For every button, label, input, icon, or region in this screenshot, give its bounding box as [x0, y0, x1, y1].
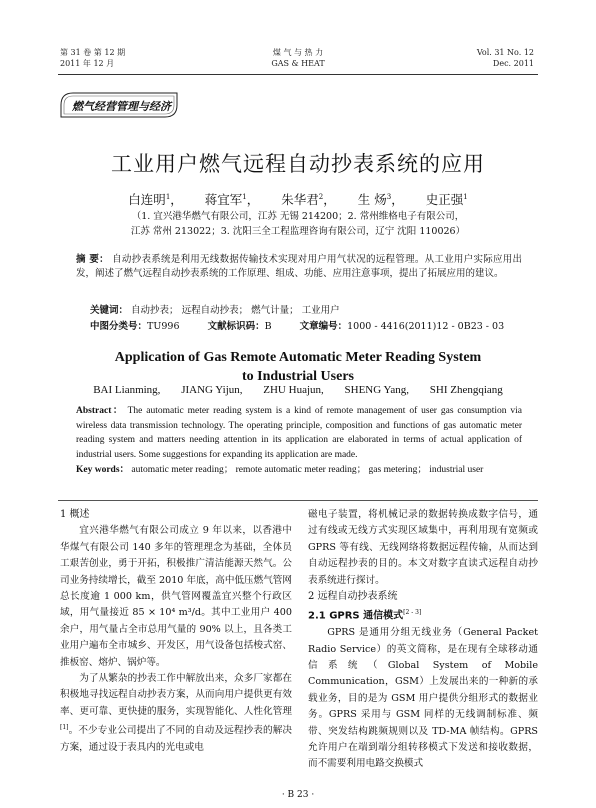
author-affil-mark: 1	[165, 192, 171, 201]
paragraph: 宜兴港华燃气有限公司成立 9 年以来，以香港中华煤气有限公司 140 多年的管理理念为基础，全体员工艰苦创业，勇于开拓，积极推广清洁能源天然气。公司业务持续增长，截至 2010 年底，高中低压燃气管网总长度逾 1 000 km，供气管网覆盖宜兴整个行政区域，用气量接近 85 × 10⁴ m³/d。其中工业用户 400 余户，用气量占全市总用气量的 90% 以上，且各类工业用户遍布全市城乡、开发区，用气设备包括梭式窑、推板窑、熔炉、锅炉等。	[60, 525, 292, 668]
keywords-en	[76, 463, 522, 478]
date-cn: 2011 年 12 月	[60, 59, 115, 68]
affiliation-line-1: （1. 宜兴港华燃气有限公司，江苏 无锡 214200；2. 常州维格电子有限公司，	[131, 211, 465, 222]
paper-title-en	[0, 348, 596, 386]
author-name: 蒋宜军	[204, 192, 243, 207]
affiliation-line-2: 江苏 常州 213022；3. 沈阳三全工程监理咨询有限公司，辽宁 沈阳 110026）	[130, 226, 466, 237]
body-column-right	[308, 507, 538, 773]
paragraph-text: 。不少专业公司提出了不同的自动及远程抄表的解决方案，通过设于表具内的光电或电	[60, 725, 292, 753]
author-cn	[426, 192, 468, 207]
header-rule	[58, 74, 538, 75]
author-en: BAI Lianming,	[93, 384, 161, 396]
author-name: 史正强	[425, 192, 464, 207]
citation: [1]	[60, 724, 69, 732]
body-column-left	[60, 507, 292, 756]
paper-title-cn: 工业用户燃气远程自动抄表系统的应用	[111, 152, 485, 176]
keywords-cn-text: 自动抄表； 远程自动抄表； 燃气计量； 工业用户	[131, 305, 340, 316]
volume-issue-cn: 第 31 卷 第 12 期	[60, 48, 126, 57]
title-en-line-1: Application of Gas Remote Automatic Meter Reading System	[114, 350, 482, 365]
abstract-en	[76, 404, 522, 462]
paragraph-text: 为了从繁杂的抄表工作中解放出来，众多厂家都在积极地寻找远程自动抄表方案，从而向用户提供更有效率、更可靠、更快捷的服务，实现智能化、人性化管理	[60, 673, 292, 717]
section-1-heading: 1 概述	[60, 509, 90, 520]
author-en: SHENG Yang,	[344, 384, 410, 396]
abstract-cn-text: 自动抄表系统是利用无线数据传输技术实现对用户用气状况的远程管理。从工业用户实际应用出发，阐述了燃气远程自动抄表系统的工作原理、组成、功能、应用注意事项，提出了拓展应用的建议。	[76, 254, 522, 279]
doc-code-label: 文献标识码：	[207, 321, 265, 332]
column-banner	[60, 92, 178, 118]
journal-name-cn: 煤 气 与 热 力	[272, 48, 324, 57]
author-name: 白连明	[128, 192, 166, 207]
doc-code-value: B	[264, 321, 272, 332]
author-cn: 白连明$^1$，	[128, 192, 183, 207]
abstract-en-text: The automatic meter reading system is a kind of remote management of user gas consumption via wireless data transmission technology. The operating principle, composition and functions of gas automatic meter reading system and matters needing attention in its application are elaborated in terms of actual application of industrial users. Some suggestions for expanding its application are made.	[76, 406, 522, 460]
body-rule	[58, 500, 538, 501]
authors-en	[0, 384, 596, 396]
keywords-cn	[90, 302, 340, 316]
author-affil-mark: 2	[318, 192, 324, 201]
keywords-en-text: automatic meter reading； remote automatic meter reading； gas metering； industrial user	[131, 465, 484, 475]
authors-cn	[0, 190, 596, 208]
author-cn: 蒋宜军$^1$，	[204, 192, 260, 207]
paragraph	[60, 671, 292, 756]
section-2-1-title: 2.1 GPRS 通信模式	[308, 610, 404, 622]
abstract-cn-label: 摘 要：	[76, 254, 109, 265]
clc-label: 中图分类号：	[90, 321, 148, 332]
journal-issue-en	[477, 47, 534, 69]
abstract-cn	[76, 253, 522, 281]
author-en: ZHU Huajun,	[263, 384, 324, 396]
author-cn: 朱华君$^2$，	[281, 192, 336, 207]
page-number: · B 23 ·	[281, 790, 315, 800]
article-number-label: 文章编号：	[299, 321, 348, 332]
author-en: JIANG Yijun,	[181, 384, 243, 396]
paragraph: 磁电子装置，将机械记录的数据转换成数字信号，通过有线或无线方式实现区域集中，再利用现有宽频或 GPRS 等有线、无线网络将数据远程传输，从而达到自动远程抄表的目的。本文对数字直读式远程自动抄表系统进行探讨。	[308, 509, 538, 586]
section-2-heading: 2 远程自动抄表系统	[308, 591, 398, 603]
classification-line	[90, 318, 504, 332]
author-name: 朱华君	[281, 192, 319, 207]
keywords-en-label: Key words：	[76, 465, 130, 475]
journal-name-en: GAS & HEAT	[271, 59, 325, 68]
author-affil-mark: 1	[463, 192, 468, 201]
title-en-line-2: to Industrial Users	[241, 369, 354, 384]
column-banner-text: 燃气经营管理与经济	[72, 100, 171, 113]
paragraph: GPRS 是通用分组无线业务（General Packet Radio Service）的英文简称，是在现有全球移动通信系统（Global System of Mobile Communication，GSM）上发展出来的一种新的承载业务，目的是为 GSM 用户提供分组形式的数据业务。GPRS 采用与 GSM 同样的无线调制标准、频带、突发结构跳频规则以及 TD-MA 帧结构。GPRS 允许用户在端到端分组转移模式下发送和接收数据，而不需要利用电路交换模式	[308, 627, 538, 770]
abstract-en-label: Abstract：	[76, 406, 124, 416]
author-cn: 生 炀$^3$，	[357, 192, 404, 207]
article-number-value: 1000 - 4416(2011)12 - 0B23 - 03	[347, 321, 505, 332]
author-affil-mark: 3	[386, 192, 392, 201]
keywords-cn-label: 关键词：	[90, 305, 129, 316]
section-2-1-heading	[308, 605, 538, 625]
author-en: SHI Zhengqiang	[429, 384, 503, 396]
clc-value: TU996	[147, 321, 180, 332]
author-affil-mark: 1	[242, 192, 247, 201]
volume-issue-en: Vol. 31 No. 12	[476, 48, 534, 57]
author-name: 生 炀	[357, 192, 387, 207]
citation: [2 - 3]	[403, 609, 422, 617]
date-en: Dec. 2011	[492, 59, 534, 68]
